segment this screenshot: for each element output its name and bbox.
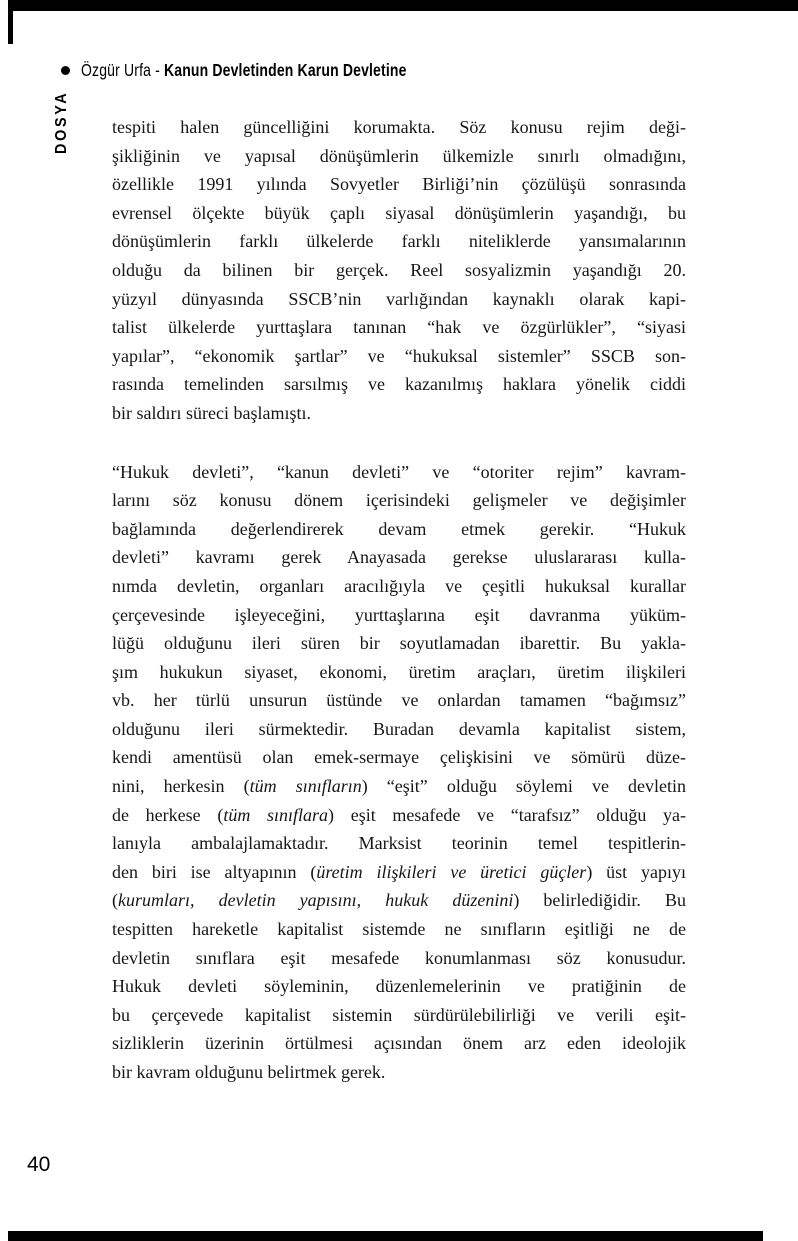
text-line: Hukuk devleti söyleminin, düzenlemelerinin ve pratiğinin de bbox=[112, 976, 686, 997]
text-line: şım hukukun siyaset, ekonomi, üretim araçları, üretim ilişkileri bbox=[112, 661, 686, 682]
header-separator: - bbox=[151, 60, 164, 80]
page-number: 40 bbox=[27, 1153, 51, 1176]
scan-edge-top-bar bbox=[8, 0, 798, 11]
text-line: vb. her türlü unsurun üstünde ve onlardan tamamen “bağımsız” bbox=[112, 690, 686, 711]
text-line: de herkese (tüm sınıflara) eşit mesafede ve “tarafsız” olduğu ya- bbox=[112, 804, 686, 825]
text-line: bağlamında değerlendirerek devam etmek gerekir. “Hukuk bbox=[112, 518, 686, 539]
text-line: lanıyla ambalajlamaktadır. Marksist teorinin temel tespitlerin- bbox=[112, 833, 686, 854]
text-line: yapılar”, “ekonomik şartlar” ve “hukuksal sistemler” SSCB son- bbox=[112, 345, 686, 366]
text-line: devleti” kavramı gerek Anayasada gerekse uluslararası kulla- bbox=[112, 547, 686, 568]
text-line: yüzyıl dünyasında SSCB’nin varlığından kaynaklı olarak kapi- bbox=[112, 288, 686, 309]
bullet-icon bbox=[61, 66, 70, 75]
paragraph bbox=[112, 458, 686, 1087]
text-line: den biri ise altyapının (üretim ilişkileri ve üretici güçler) üst yapıyı bbox=[112, 861, 686, 882]
header-author: Özgür Urfa bbox=[81, 60, 152, 80]
text-line: tespitten hareketle kapitalist sistemde ne sınıfların eşitliği ne de bbox=[112, 919, 686, 940]
text-line: tespiti halen güncelliğini korumakta. Söz konusu rejim deği- bbox=[112, 117, 686, 137]
text-line: şikliğinin ve yapısal dönüşümlerin ülkemizle sınırlı olmadığını, bbox=[112, 145, 686, 166]
text-line: özellikle 1991 yılında Sovyetler Birliği’nin çözülüşü sonrasında bbox=[112, 174, 686, 195]
header-article-title: Kanun Devletinden Karun Devletine bbox=[163, 60, 407, 80]
text-line: “Hukuk devleti”, “kanun devleti” ve “otoriter rejim” kavram- bbox=[112, 461, 686, 482]
text-line: nini, herkesin (tüm sınıfların) “eşit” olduğu söylemi ve devletin bbox=[112, 776, 687, 797]
text-line: lüğü olduğunu ileri süren bir soyutlamadan ibarettir. Bu yakla- bbox=[112, 633, 686, 654]
scan-edge-bottom-bar bbox=[8, 1231, 763, 1241]
section-label-vertical: DOSYA bbox=[53, 90, 70, 154]
text-line: talist ülkelerde yurttaşlara tanınan “hak ve özgürlükler”, “siyasi bbox=[112, 317, 686, 338]
text-line: bu çerçevede kapitalist sistemin sürdürülebilirliği ve verili eşit- bbox=[112, 1004, 686, 1025]
paragraph bbox=[112, 113, 686, 428]
text-line: sizliklerin üzerinin örtülmesi açısından önem arz eden ideolojik bbox=[112, 1033, 686, 1054]
text-line: rasında temelinden sarsılmış ve kazanılmış haklara yönelik ciddi bbox=[112, 374, 686, 395]
text-line: dönüşümlerin farklı ülkelerde farklı niteliklerde yansımalarının bbox=[112, 231, 686, 252]
text-line: çerçevesinde işleyeceğini, yurttaşlarına eşit davranma yüküm- bbox=[112, 604, 686, 625]
article-body bbox=[112, 113, 686, 1087]
text-line: olduğunu ileri sürmektedir. Buradan devamla kapitalist sistem, bbox=[112, 718, 686, 739]
text-line: larını söz konusu dönem içerisindeki gelişmeler ve değişimler bbox=[112, 490, 686, 511]
text-line: bir kavram olduğunu belirtmek gerek. bbox=[112, 1062, 386, 1082]
running-header bbox=[61, 61, 488, 81]
text-line: nımda devletin, organları aracılığıyla ve çeşitli hukuksal kurallar bbox=[112, 575, 686, 596]
text-line: devletin sınıflara eşit mesafede konumlanması söz konusudur. bbox=[112, 947, 686, 968]
scan-edge-left-tick bbox=[8, 0, 13, 44]
text-line: evrensel ölçekte büyük çaplı siyasal dönüşümlerin yaşandığı, bu bbox=[112, 202, 686, 223]
text-line: olduğu da bilinen bir gerçek. Reel sosyalizmin yaşandığı 20. bbox=[112, 259, 686, 280]
text-line: bir saldırı süreci başlamıştı. bbox=[112, 402, 311, 423]
text-line: (kurumları, devletin yapısını, hukuk düzenini) belirlediğidir. Bu bbox=[112, 890, 686, 911]
text-line: kendi amentüsü olan emek-sermaye çelişkisini ve sömürü düze- bbox=[112, 747, 686, 768]
